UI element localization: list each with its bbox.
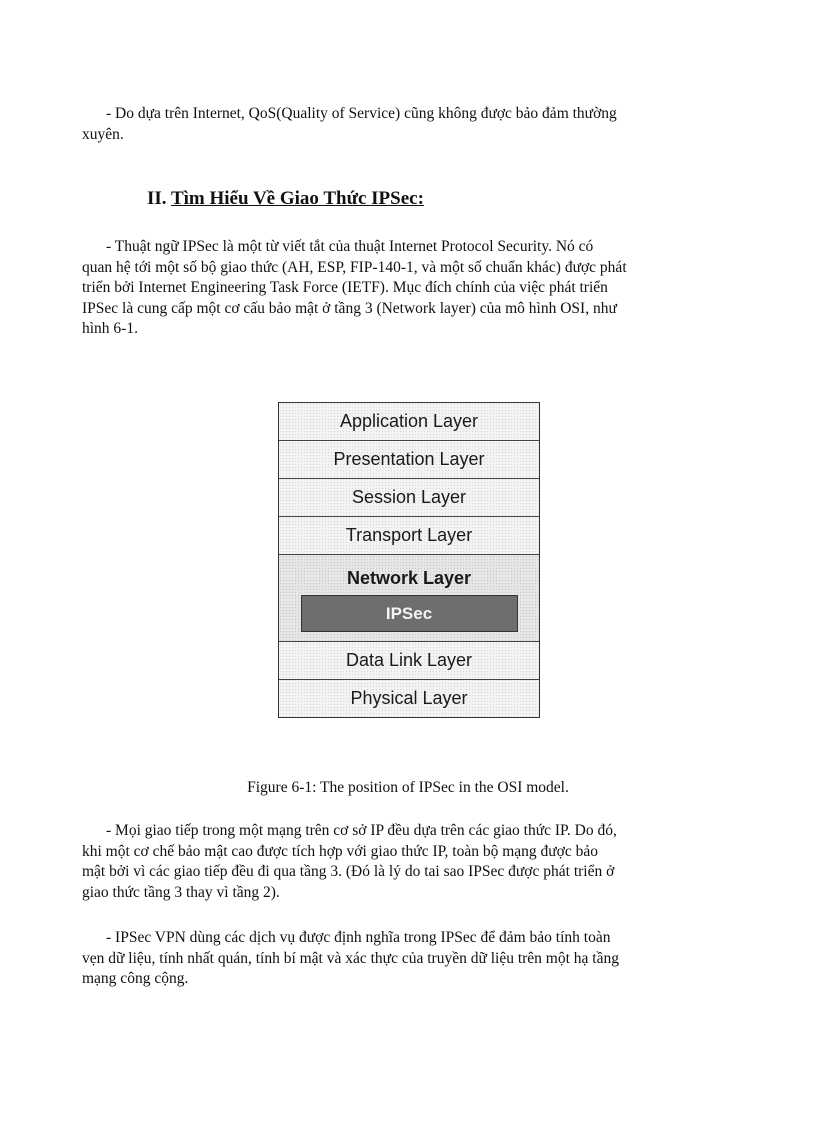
text-line: quan hệ tới một số bộ giao thức (AH, ESP, FIP-140-1, và một số chuẩn khác) được phát [82, 258, 627, 276]
text-line: - IPSec VPN dùng các dịch vụ được định nghĩa trong IPSec để đảm bảo tính toàn [106, 929, 611, 946]
heading-number: II. [147, 188, 167, 209]
osi-layer-data-link: Data Link Layer [279, 642, 539, 680]
text-line: mạng công cộng. [82, 970, 189, 987]
text-line: mật bởi vì các giao tiếp đều đi qua tầng 3. (Đó là lý do tai sao IPSec được phát triển ở [82, 863, 615, 880]
text-line: vẹn dữ liệu, tính nhất quán, tính bí mật và xác thực của truyền dữ liệu trên một hạ tầng [82, 949, 619, 967]
osi-model-diagram [278, 402, 540, 718]
text-line: xuyên. [82, 125, 124, 143]
text-line: hình 6-1. [82, 320, 138, 337]
paragraph-ipsec-definition [82, 237, 692, 340]
text-line: IPSec là cung cấp một cơ cấu bảo mật ở tầng 3 (Network layer) của mô hình OSI, như [82, 299, 617, 317]
osi-layer-presentation: Presentation Layer [279, 441, 539, 479]
text-line: giao thức tầng 3 thay vì tầng 2). [82, 883, 280, 901]
text-line: - Thuật ngữ IPSec là một từ viết tắt của thuật Internet Protocol Security. Nó có [106, 238, 594, 255]
osi-layer-session: Session Layer [279, 479, 539, 517]
paragraph-qos [82, 104, 692, 145]
osi-layer-application: Application Layer [279, 403, 539, 441]
paragraph-ipsec-vpn [82, 928, 692, 990]
osi-layer-network [279, 555, 539, 642]
text-line: khi một cơ chế bảo mật cao được tích hợp với giao thức IP, toàn bộ mạng được bảo [82, 842, 598, 860]
paragraph-ip-communication [82, 821, 692, 903]
heading-title: Tìm Hiểu Về Giao Thức IPSec: [170, 188, 424, 209]
figure-caption: Figure 6-1: The position of IPSec in the OSI model. [247, 779, 569, 796]
osi-layer-transport: Transport Layer [279, 517, 539, 555]
text-line: - Do dựa trên Internet, QoS(Quality of Service) cũng không được bảo đảm thường [106, 105, 617, 122]
ipsec-box: IPSec [301, 595, 518, 632]
network-layer-label: Network Layer [346, 568, 472, 588]
text-line: triển bởi Internet Engineering Task Force (IETF). Mục đích chính của việc phát triển [82, 279, 608, 296]
text-line: - Mọi giao tiếp trong một mạng trên cơ sở IP đều dựa trên các giao thức IP. Do đó, [106, 822, 617, 839]
osi-layer-physical: Physical Layer [350, 688, 468, 708]
section-heading [147, 188, 424, 210]
